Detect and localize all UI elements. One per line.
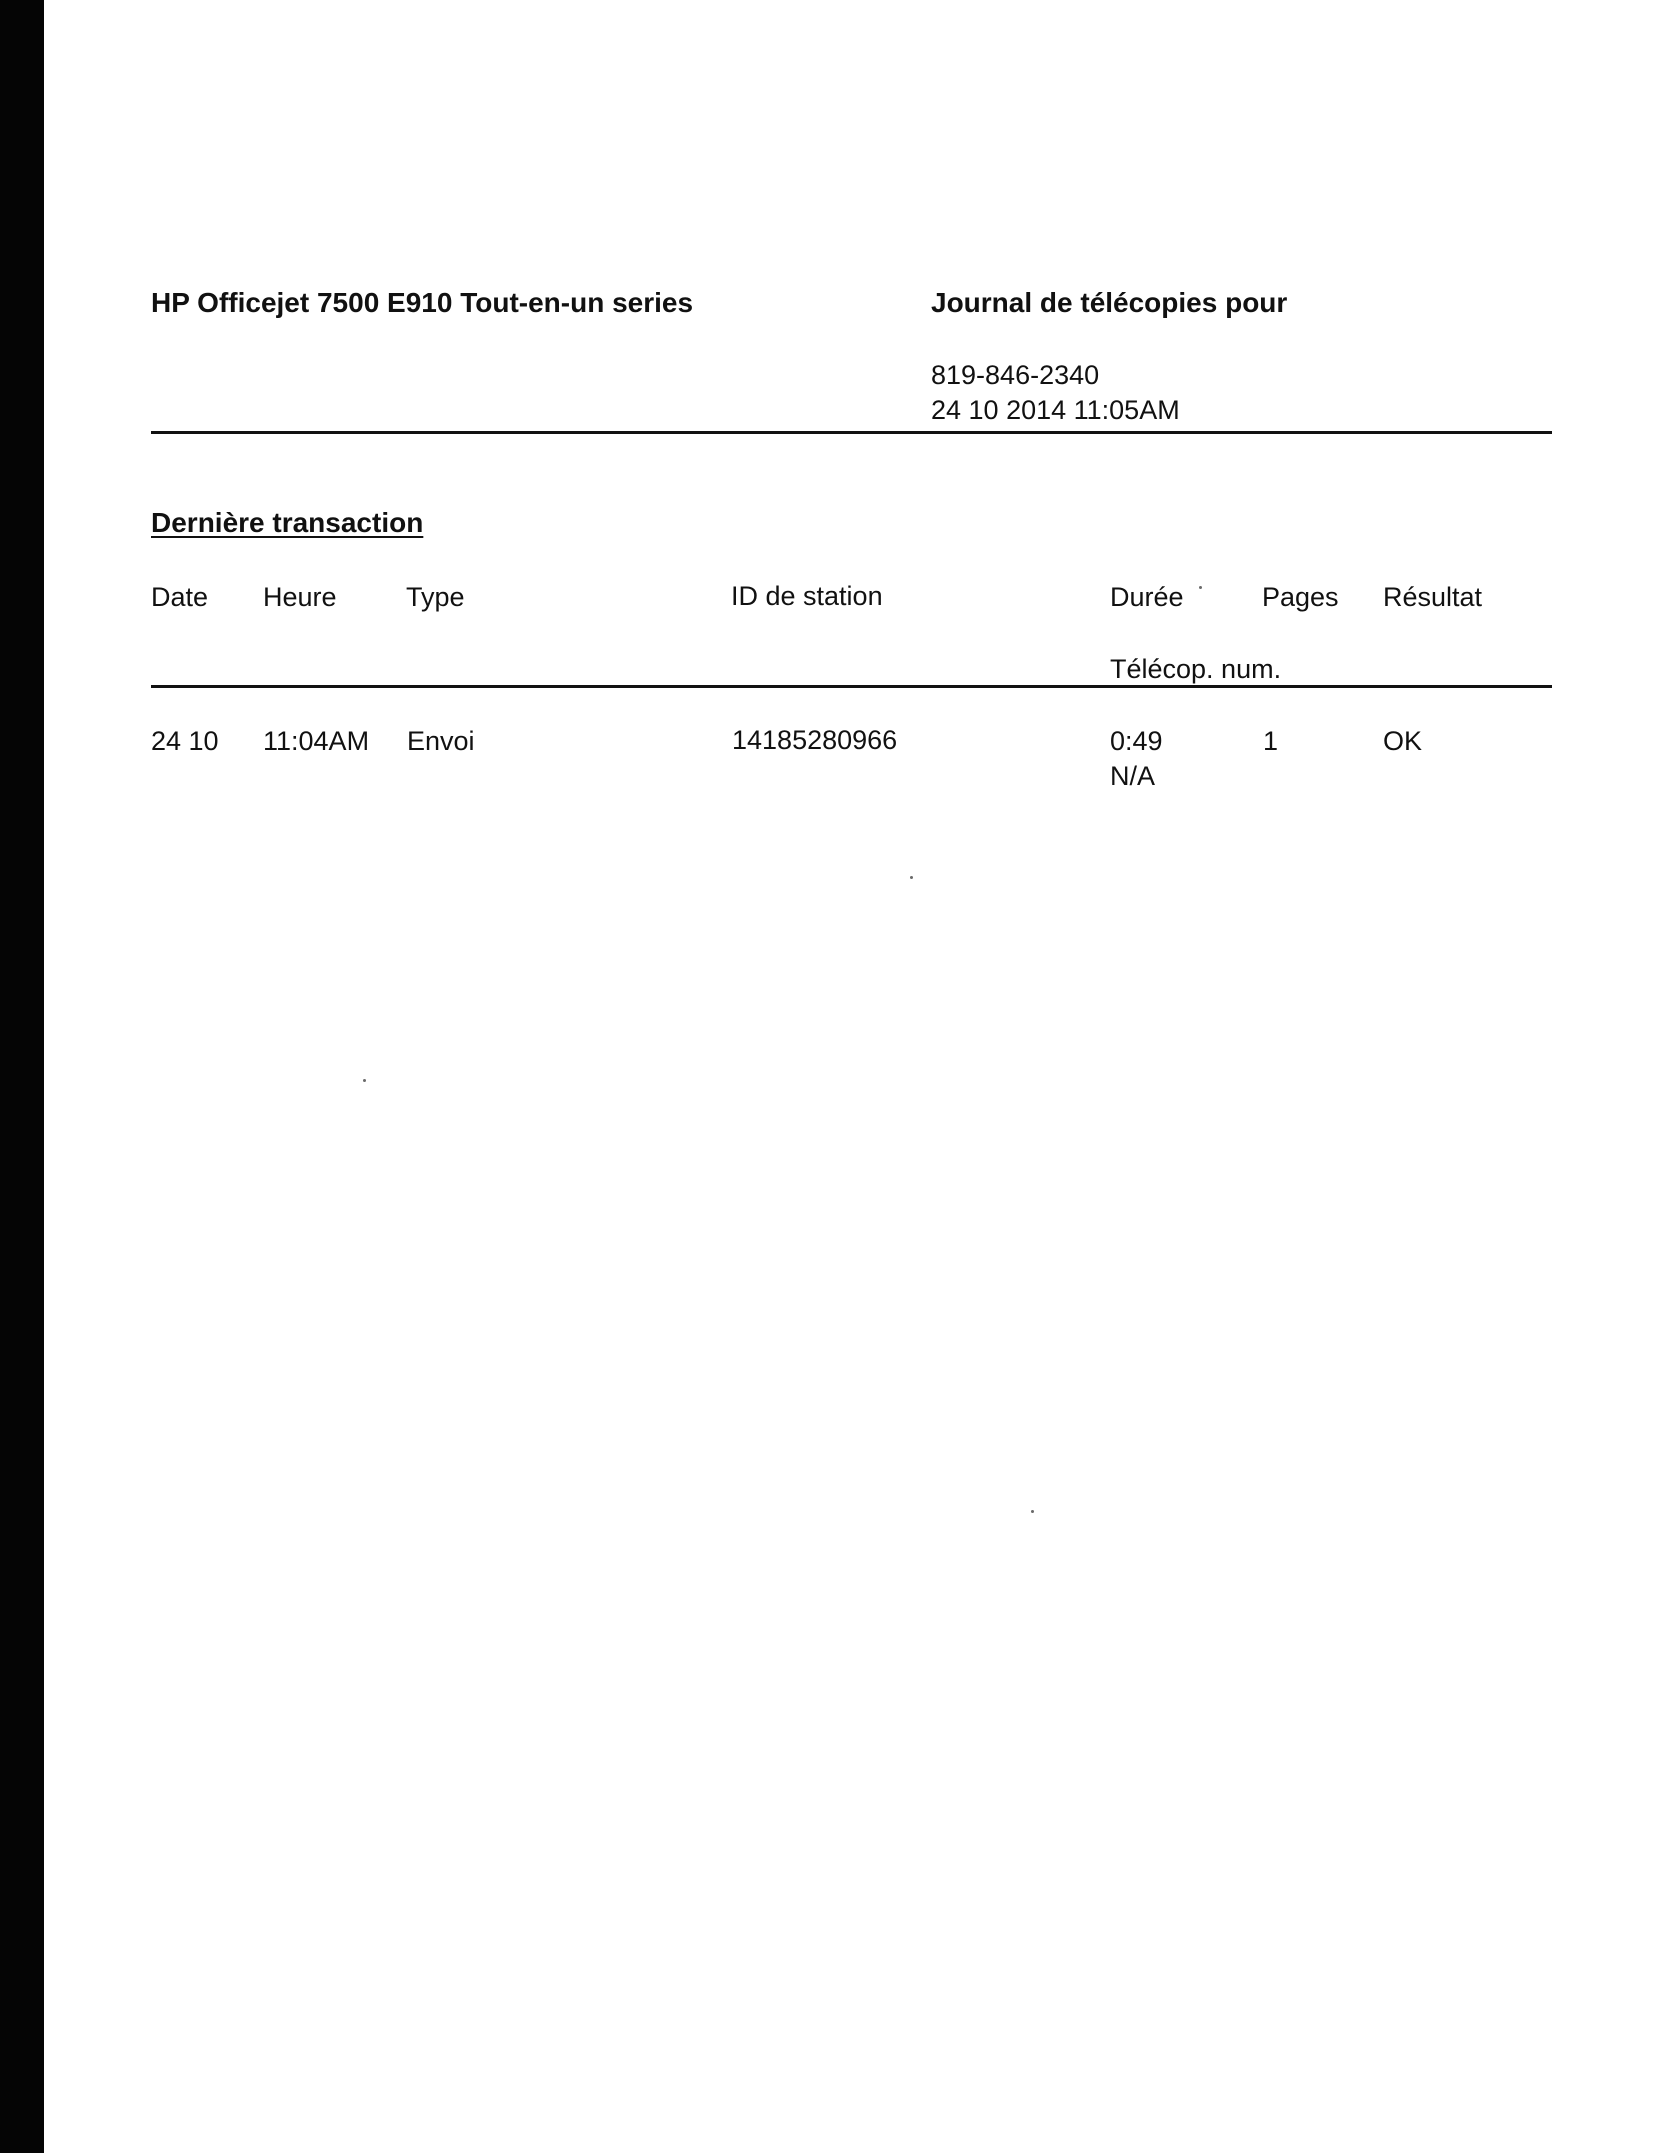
section-title: Dernière transaction (151, 507, 424, 538)
column-header-time: Heure (263, 582, 337, 612)
column-header-type: Type (406, 582, 465, 612)
column-header-pages: Pages (1262, 582, 1339, 612)
scan-speck (363, 1079, 366, 1082)
fax-number: 819-846-2340 (931, 360, 1100, 390)
device-name: HP Officejet 7500 E910 Tout-en-un series (151, 287, 694, 318)
row-digital-fax: N/A (1110, 761, 1156, 791)
row-result: OK (1383, 726, 1423, 756)
column-header-duration: Durée (1110, 582, 1184, 612)
row-pages: 1 (1263, 726, 1279, 756)
header-divider (151, 431, 1552, 434)
table-header-divider (151, 685, 1552, 688)
row-type: Envoi (407, 726, 475, 756)
report-datetime: 24 10 2014 11:05AM (931, 395, 1180, 425)
column-header-station-id: ID de station (731, 581, 883, 611)
scan-speck (1199, 586, 1202, 589)
row-station-id: 14185280966 (732, 725, 898, 755)
column-header-date: Date (151, 582, 209, 612)
row-time: 11:04AM (263, 726, 370, 756)
row-duration: 0:49 (1110, 726, 1163, 756)
scan-speck (1031, 1510, 1034, 1513)
column-header-digital-fax: Télécop. num. (1110, 654, 1282, 684)
log-title: Journal de télécopies pour (931, 287, 1288, 318)
scan-speck (910, 876, 913, 879)
column-header-result: Résultat (1383, 582, 1483, 612)
row-date: 24 10 (151, 726, 219, 756)
scan-black-edge (0, 0, 44, 2153)
